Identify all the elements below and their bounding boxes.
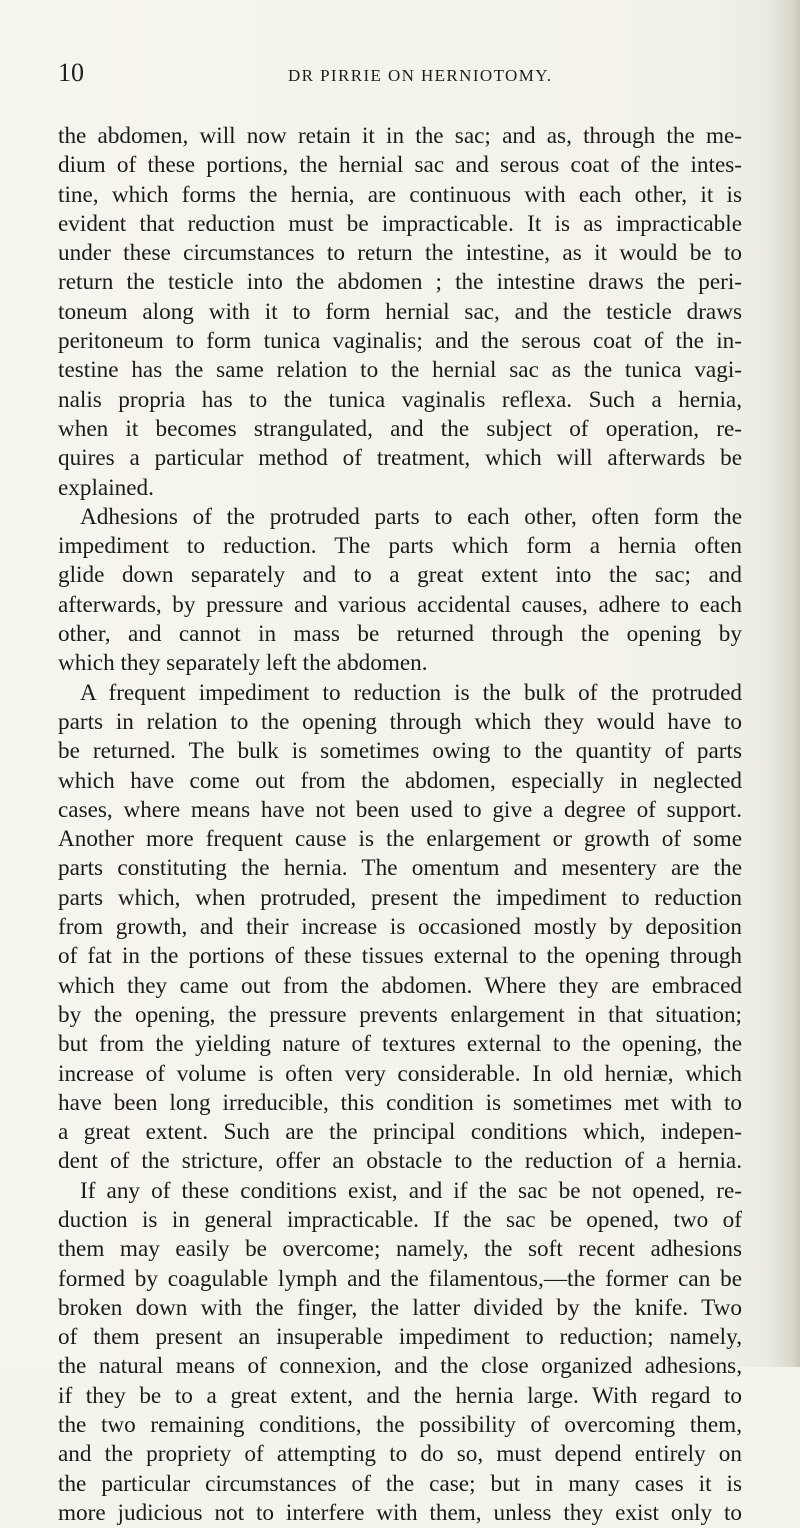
text-line: nalis propria has to the tunica vaginalis reflexa. Such a hernia, [58,386,742,413]
text-line: afterwards, by pressure and various accidental causes, adhere to each [58,591,742,618]
text-line: which they came out from the abdomen. Where they are embraced [58,972,742,999]
text-line: the abdomen, will now retain it in the sac; and as, through the me- [58,123,742,149]
text-line: which they separately left the abdomen. [58,650,428,677]
text-line: be returned. The bulk is sometimes owing to the quantity of parts [58,738,742,765]
text-line: toneum along with it to form hernial sac, and the testicle draws [58,298,742,325]
text-line: dent of the stricture, offer an obstacle to the reduction of a hernia. [58,1148,742,1175]
text-line: the natural means of connexion, and the close organized adhesions, [58,1353,742,1380]
text-line: If any of these conditions exist, and if the sac be not opened, re- [80,1177,742,1204]
text-line: A frequent impediment to reduction is the bulk of the protruded [80,679,742,706]
text-line: quires a particular method of treatment, which will afterwards be [58,445,742,472]
text-line: evident that reduction must be impracticable. It is as impracticable [58,210,742,237]
text-line: the two remaining conditions, the possibility of overcoming them, [58,1412,742,1439]
text-line: other, and cannot in mass be returned through the opening by [58,621,742,648]
text-line: increase of volume is often very considerable. In old herniæ, which [58,1060,742,1087]
text-line: dium of these portions, the hernial sac and serous coat of the intes- [58,152,742,179]
paragraph [58,503,742,679]
page-number: 10 [58,58,84,87]
text-line: Another more frequent cause is the enlargement or growth of some [58,826,742,853]
text-line: broken down with the finger, the latter divided by the knife. Two [58,1294,742,1321]
text-line: more judicious not to interfere with them, unless they exist only to [58,1499,742,1526]
text-line: formed by coagulable lymph and the filamentous,—the former can be [58,1265,742,1292]
text-line: testine has the same relation to the hernial sac as the tunica vagi- [58,357,742,384]
text-line: them may easily be overcome; namely, the soft recent adhesions [58,1236,742,1263]
text-line: a great extent. Such are the principal conditions which, indepen- [58,1119,742,1146]
text-line: when it becomes strangulated, and the subject of operation, re- [58,415,742,442]
text-line: have been long irreducible, this condition is sometimes met with to [58,1089,742,1116]
text-line: if they be to a great extent, and the hernia large. With regard to [58,1382,742,1409]
text-line: and the propriety of attempting to do so, must depend entirely on [58,1441,742,1468]
text-line: under these circumstances to return the intestine, as it would be to [58,240,742,267]
text-line: tine, which forms the hernia, are continuous with each other, it is [58,181,742,208]
text-line: the particular circumstances of the case; but in many cases it is [58,1470,742,1497]
running-title: DR PIRRIE ON HERNIOTOMY. [288,66,553,85]
text-line: return the testicle into the abdomen ; the intestine draws the peri- [58,269,742,296]
text-line: impediment to reduction. The parts which form a hernia often [58,533,742,560]
text-line: duction is in general impracticable. If the sac be opened, two of [58,1206,742,1233]
text-line: by the opening, the pressure prevents enlargement in that situation; [58,1001,742,1028]
text-line: peritoneum to form tunica vaginalis; and the serous coat of the in- [58,328,742,355]
paragraph [58,122,742,503]
body-text [58,122,742,1528]
text-line: from growth, and their increase is occasioned mostly by deposition [58,914,742,941]
text-line: of fat in the portions of these tissues external to the opening through [58,943,742,970]
text-line: Adhesions of the protruded parts to each other, often form the [80,503,742,530]
text-line: parts constituting the hernia. The omentum and mesentery are the [58,855,742,882]
text-line: which have come out from the abdomen, especially in neglected [58,767,742,794]
text-line: but from the yielding nature of textures external to the opening, the [58,1031,742,1058]
paragraph [58,1177,742,1528]
paragraph [58,679,742,1177]
page-header [58,56,742,96]
text-line: parts which, when protruded, present the impediment to reduction [58,884,742,911]
text-line: explained. [58,474,154,501]
text-line: glide down separately and to a great extent into the sac; and [58,562,742,589]
text-line: of them present an insuperable impediment to reduction; namely, [58,1324,742,1351]
text-line: parts in relation to the opening through which they would have to [58,708,742,735]
text-line: cases, where means have not been used to give a degree of support. [58,796,742,823]
